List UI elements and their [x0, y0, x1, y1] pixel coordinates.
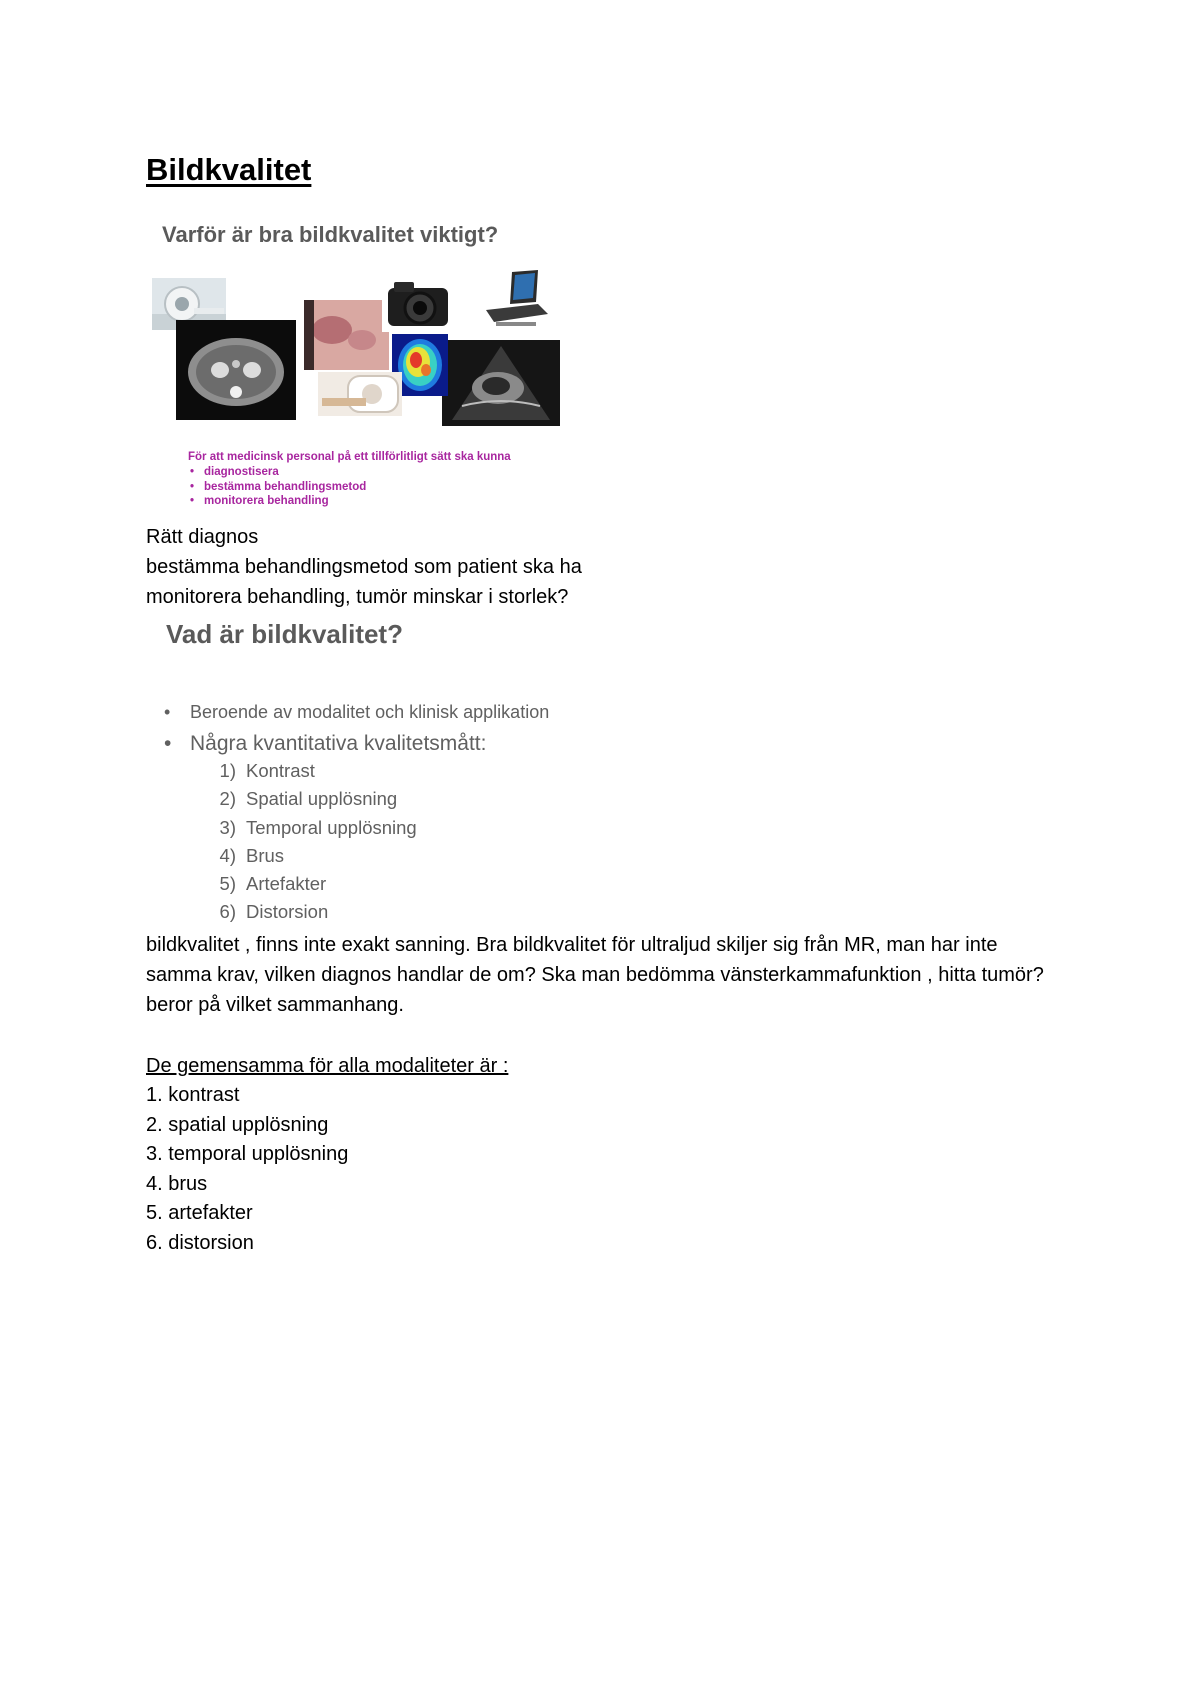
measure-item: 3) Temporal upplösning — [219, 816, 417, 838]
mri-scanner-photo — [318, 372, 402, 416]
list-item: 3. temporal upplösning — [146, 1143, 349, 1166]
document-title: Bildkvalitet — [146, 152, 312, 187]
list-item: 4. brus — [146, 1172, 208, 1195]
ultrasound-scan — [442, 340, 560, 426]
measure-item: 1) Kontrast — [219, 760, 315, 781]
note-line: monitorera behandling, tumör minskar i storlek? — [146, 586, 569, 608]
slide-heading: Vad är bildkvalitet? — [166, 619, 403, 649]
ct-abdomen-scan — [176, 320, 296, 420]
measure-item: 5) Artefakter — [219, 873, 327, 895]
measure-item: 2) Spatial upplösning — [219, 788, 398, 810]
slide-bullet: • monitorera behandling — [188, 494, 366, 509]
list-item: 6. distorsion — [146, 1231, 254, 1254]
slide-caption: För att medicinsk personal på ett tillförlitligt sätt ska kunna — [188, 451, 511, 463]
note-line: Rätt diagnos — [146, 526, 259, 548]
skin-lesion-photo — [304, 300, 389, 370]
common-measures-list — [146, 1081, 348, 1259]
slide-bullet-list — [162, 697, 549, 760]
body-paragraph: bildkvalitet , finns inte exakt sanning. Bra bildkvalitet för ultraljud skiljer sig från MR, man har inte samma krav, vilken diagnos handlar de om? Ska man bedömma vänsterkammafunktion , hitta tumör? beror på vilket sammanhang. — [146, 934, 1044, 1016]
list-item: 5. artefakter — [146, 1202, 253, 1225]
section-heading: De gemensamma för alla modaliteter är : — [146, 1055, 509, 1077]
slide-bullet-list — [188, 465, 366, 509]
slide-bullet: • bestämma behandlingsmetod — [188, 480, 366, 495]
notes-block — [146, 522, 582, 612]
slide-image-what-is-quality — [146, 617, 706, 922]
list-item: 1. kontrast — [146, 1084, 240, 1106]
note-line: bestämma behandlingsmetod som patient ska ha — [146, 556, 582, 578]
slide-bullet: • Några kvantitativa kvalitetsmått: — [162, 727, 549, 760]
slide-heading: Varför är bra bildkvalitet viktigt? — [162, 222, 499, 247]
slide-bullet: • diagnostisera — [188, 465, 366, 480]
measure-item: 4) Brus — [219, 844, 285, 866]
measure-item: 6) Distorsion — [219, 901, 329, 923]
camera-photo — [382, 274, 454, 332]
list-item: 2. spatial upplösning — [146, 1113, 329, 1136]
slide-image-why-quality — [146, 220, 606, 510]
ultrasound-machine-photo — [476, 268, 556, 330]
slide-bullet: • Beroende av modalitet och klinisk applikation — [162, 697, 549, 727]
quality-measures-list — [206, 757, 417, 927]
